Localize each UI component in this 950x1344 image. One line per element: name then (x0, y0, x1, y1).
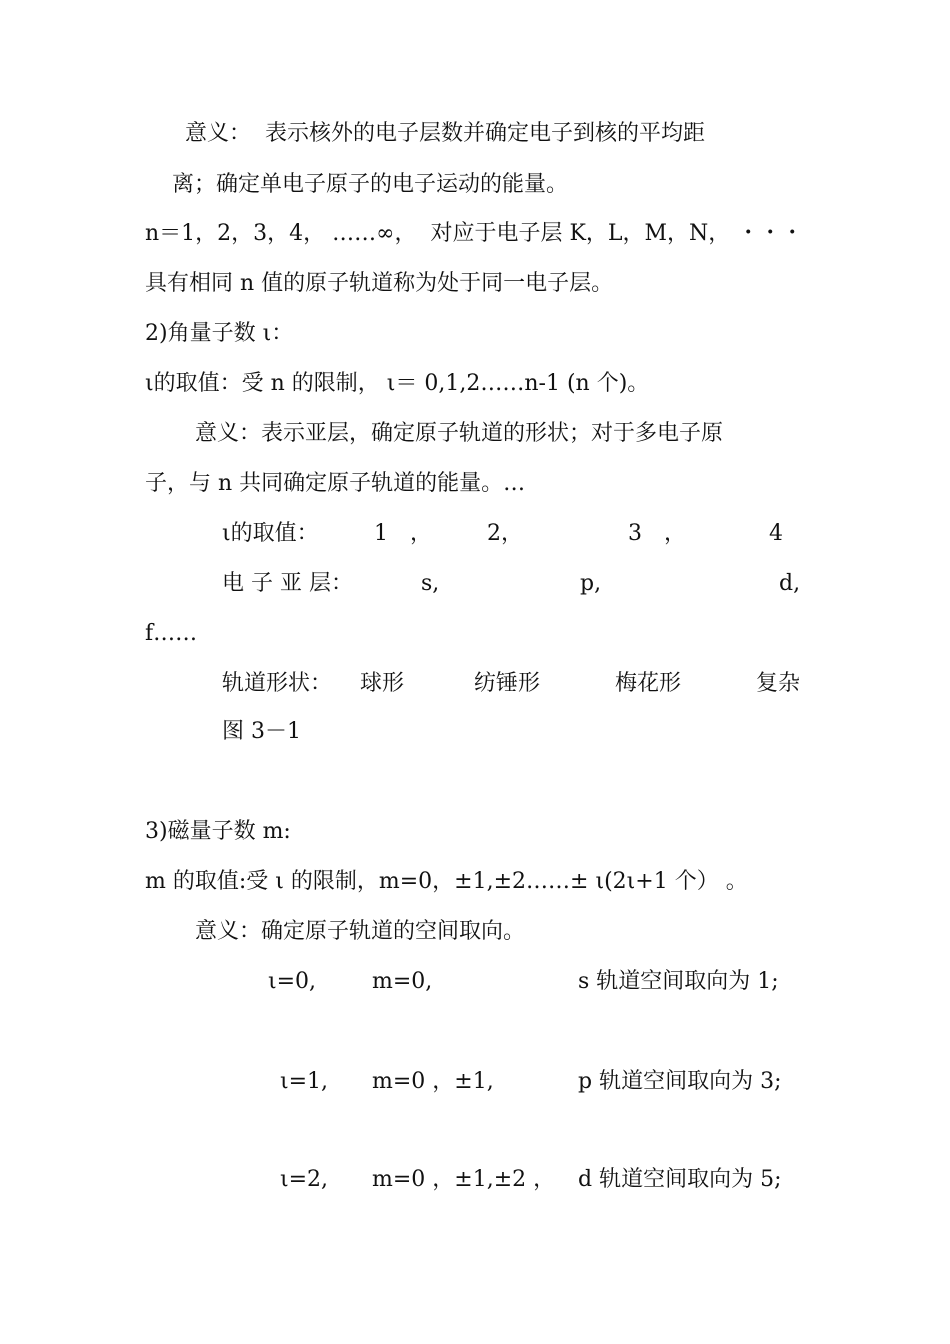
magnetic-quantum-heading: 3)磁量子数 m: (145, 819, 291, 844)
orientation-l: ι=0, (268, 969, 317, 994)
meaning-n-line1: 意义： 表示核外的电子层数并确定电子到核的平均距 (185, 121, 705, 146)
subshell-s: s, (421, 571, 440, 596)
shape-cloverleaf: 梅花形 (615, 671, 682, 696)
m-values-line: m 的取值:受 ι 的限制，m=0，±1,±2……± ι(2ι+1 个） 。 (145, 869, 748, 894)
meaning-l-line1: 意义：表示亚层，确定原子轨道的形状；对于多电子原 (195, 421, 724, 446)
angular-quantum-heading: 2)角量子数 ι： (145, 321, 294, 346)
orientation-m: m=0 ，±1, (372, 1069, 494, 1094)
shape-complex: 复杂 (756, 671, 801, 696)
figure-label: 图 3－1 (222, 719, 301, 744)
meaning-n-line2: 离；确定单电子原子的电子运动的能量。 (172, 172, 569, 197)
l-value-4: 4 (769, 521, 783, 546)
subshell-d: d, (779, 571, 801, 596)
l-value-1: 1 ， (374, 521, 432, 546)
subshell-label: 电 子 亚 层： (222, 571, 353, 596)
l-label: ι的取值： (222, 521, 319, 546)
l-values-line: ι的取值：受 n 的限制， ι＝ 0,1,2……n-1 (n 个)。 (145, 371, 650, 396)
shape-spherical: 球形 (360, 671, 405, 696)
orientation-m: m=0 ，±1,±2 ， (372, 1167, 556, 1192)
orientation-l: ι=2, (280, 1167, 329, 1192)
orientation-l: ι=1, (280, 1069, 329, 1094)
orientation-desc: p 轨道空间取向为 3; (578, 1069, 782, 1094)
shape-dumbbell: 纺锤形 (474, 671, 541, 696)
orbital-shape-label: 轨道形状： (222, 671, 333, 696)
subshell-p: p, (580, 571, 602, 596)
orientation-desc: s 轨道空间取向为 1; (578, 969, 779, 994)
same-n-shell-line: 具有相同 n 值的原子轨道称为处于同一电子层。 (145, 271, 614, 296)
n-values-line: n＝1，2，3，4， ……∞， 对应于电子层 K，L，M，N， ・・・ (145, 221, 804, 246)
l-value-2: 2， (487, 521, 523, 546)
orientation-desc: d 轨道空间取向为 5; (578, 1167, 782, 1192)
meaning-m-line: 意义：确定原子轨道的空间取向。 (195, 919, 526, 944)
meaning-l-line2: 子，与 n 共同确定原子轨道的能量。… (145, 471, 526, 496)
subshell-f-wrap: f…… (145, 621, 198, 646)
l-value-3: 3 ， (628, 521, 686, 546)
orientation-m: m=0, (372, 969, 433, 994)
